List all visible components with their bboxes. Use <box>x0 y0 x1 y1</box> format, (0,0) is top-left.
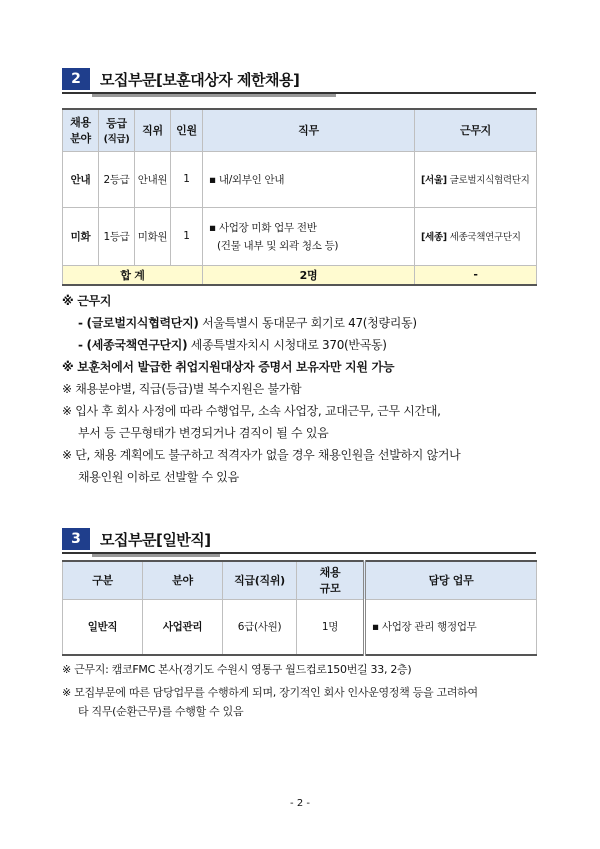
section-underline-shadow <box>92 554 220 557</box>
total-count: 2명 <box>203 265 415 285</box>
total-label: 합 계 <box>63 265 203 285</box>
section-title: 모집부문[보훈대상자 제한채용] <box>100 70 300 89</box>
section-underline-shadow <box>92 94 336 97</box>
header-grade: 직급(직위) <box>223 561 297 599</box>
section-number: 3 <box>62 528 90 550</box>
recruitment-table-veterans <box>62 108 537 286</box>
section-3-notes: ※ 근무지: 캠코FMC 본사(경기도 수원시 영통구 월드컵로150번길 33, 2층) ※ 모집부문에 따른 담당업무를 수행하게 되며, 장기적인 회사 인사운영정책 등을 고려하여 타 직무(순환근무)를 수행할 수 있음 <box>62 660 542 721</box>
cell-duty: ▪ 사업장 관리 행정업무 <box>365 599 537 655</box>
cell-location: [세종] 세종국책연구단지 <box>415 207 537 265</box>
header-location: 근무지 <box>415 109 537 151</box>
cell-grade: 6급(사원) <box>223 599 297 655</box>
cell-count: 1 <box>171 207 203 265</box>
header-scale: 채용 규모 <box>297 561 365 599</box>
header-count: 인원 <box>171 109 203 151</box>
cell-location: [서울] 글로벌지식협력단지 <box>415 151 537 207</box>
note-change: ※ 입사 후 회사 사정에 따라 수행업무, 소속 사업장, 교대근무, 근무 시간대, <box>62 404 441 418</box>
note-exception: ※ 단, 채용 계획에도 불구하고 적격자가 없을 경우 채용인원을 선발하지 않거나 <box>62 448 461 462</box>
cell-field: 안내 <box>63 151 99 207</box>
cell-position: 미화원 <box>135 207 171 265</box>
table-header-row <box>63 561 537 599</box>
note-location: ※ 근무지: 캠코FMC 본사(경기도 수원시 영통구 월드컵로150번길 33, 2층) <box>62 663 412 676</box>
header-field: 채용 분야 <box>63 109 99 151</box>
section-2-notes: ※ 근무지 - (글로벌지식협력단지) 서울특별시 동대문구 회기로 47(청량리동) - (세종국책연구단지) 세종특별자치시 시청대로 370(반곡동) ※ 보훈처에서 발급한 취업지원대상자 증명서 보유자만 지원 가능 ※ 채용분야별, 직급(등급)별 복수지원은 불가함 ※ 입사 후 회사 사정에 따라 수행업무, 소속 사업장, 교대근무, 근무 시간대, 부서 등 근무형태가 변경되거나 겸직이 될 수 있음 ※ 단, 채용 계획에도 불구하고 적격자가 없을 경우 채용인원을 선발하지 않거나 채용인원 이하로 선발할 수 있음 <box>62 290 542 488</box>
cell-grade: 1등급 <box>99 207 135 265</box>
cell-position: 안내원 <box>135 151 171 207</box>
cell-duty: ▪ 사업장 미화 업무 전반 (건물 내부 및 외곽 청소 등) <box>203 207 415 265</box>
table-row <box>63 151 537 207</box>
page-number: - 2 - <box>290 798 310 809</box>
table-row <box>63 599 537 655</box>
cell-field: 미화 <box>63 207 99 265</box>
header-position: 직위 <box>135 109 171 151</box>
cell-field: 사업관리 <box>143 599 223 655</box>
header-type: 구분 <box>63 561 143 599</box>
header-duty: 직무 <box>203 109 415 151</box>
header-grade: 등급 (직급) <box>99 109 135 151</box>
note-duty: ※ 모집부문에 따른 담당업무를 수행하게 되며, 장기적인 회사 인사운영정책 등을 고려하여 <box>62 686 478 699</box>
section-number: 2 <box>62 68 90 90</box>
table-total-row <box>63 265 537 285</box>
note-eligibility: ※ 보훈처에서 발급한 취업지원대상자 증명서 보유자만 지원 가능 <box>62 360 395 374</box>
note-duplicate: ※ 채용분야별, 직급(등급)별 복수지원은 불가함 <box>62 382 302 396</box>
section-2-header <box>62 68 299 90</box>
note-location-heading: ※ 근무지 <box>62 294 112 308</box>
cell-scale: 1명 <box>297 599 365 655</box>
total-location: - <box>415 265 537 285</box>
section-title: 모집부문[일반직] <box>100 530 211 549</box>
table-header-row <box>63 109 537 151</box>
section-3-header <box>62 528 211 550</box>
header-field: 분야 <box>143 561 223 599</box>
cell-type: 일반직 <box>63 599 143 655</box>
recruitment-table-general <box>62 560 537 656</box>
table-row <box>63 207 537 265</box>
header-duty: 담당 업무 <box>365 561 537 599</box>
cell-duty: ▪ 내/외부인 안내 <box>203 151 415 207</box>
cell-count: 1 <box>171 151 203 207</box>
cell-grade: 2등급 <box>99 151 135 207</box>
